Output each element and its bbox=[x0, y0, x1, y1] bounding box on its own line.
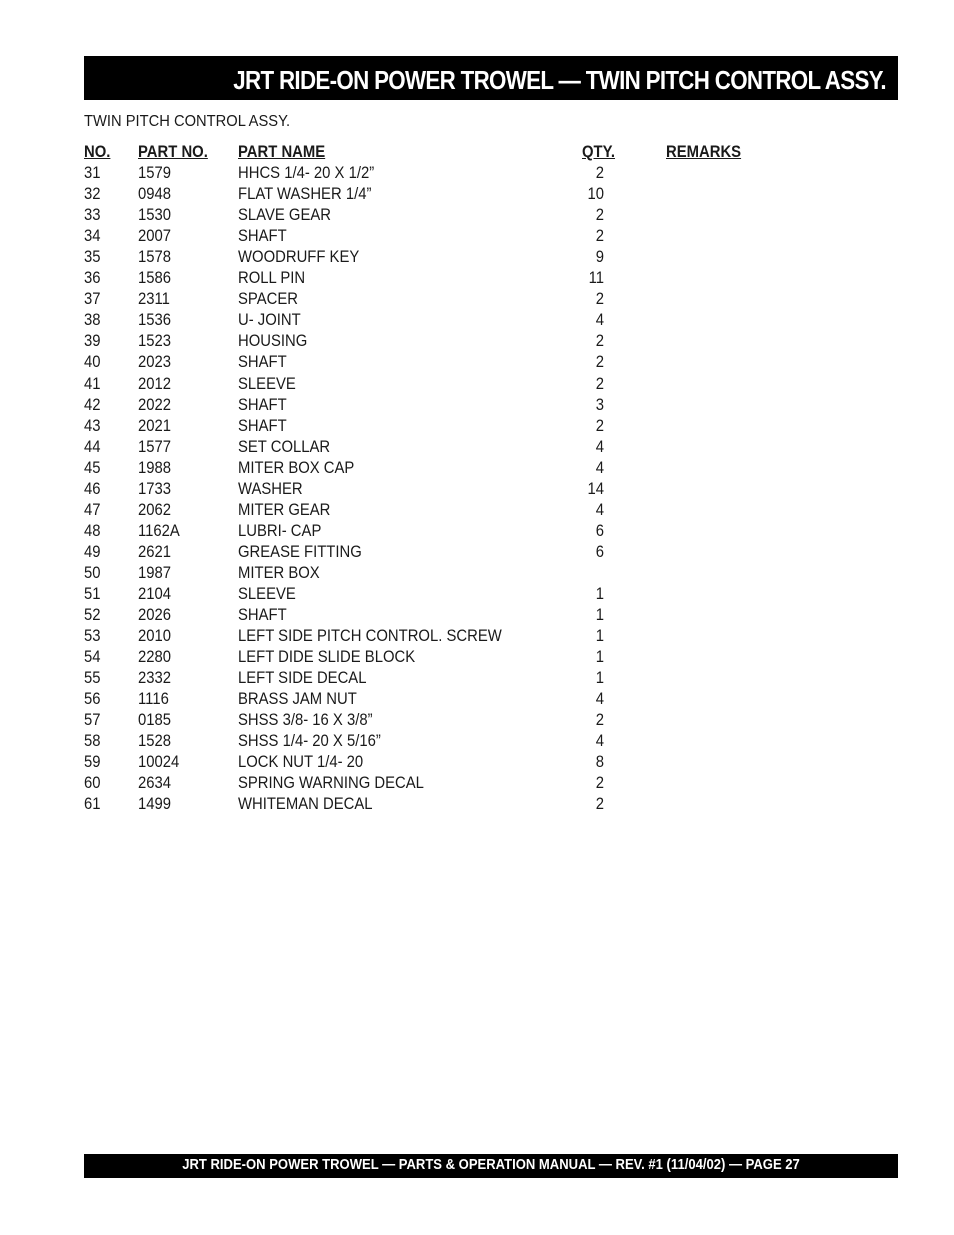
page-footer-bar bbox=[84, 1154, 898, 1178]
part-name: SHAFT bbox=[238, 353, 287, 372]
part-name: SHSS 3/8- 16 X 3/8” bbox=[238, 711, 373, 730]
table-row bbox=[84, 395, 784, 416]
part-number-index: 60 bbox=[84, 774, 101, 793]
part-qty: 1 bbox=[595, 606, 604, 625]
part-qty: 3 bbox=[595, 395, 604, 414]
part-number-index: 58 bbox=[84, 732, 101, 751]
table-row bbox=[84, 668, 784, 689]
column-header-remarks: REMARKS bbox=[666, 143, 742, 161]
part-number: 1530 bbox=[138, 206, 172, 225]
part-name: LUBRI- CAP bbox=[238, 521, 322, 540]
part-qty: 2 bbox=[595, 711, 604, 730]
part-name: LOCK NUT 1/4- 20 bbox=[238, 753, 364, 772]
part-number: 1579 bbox=[138, 164, 172, 183]
table-row bbox=[84, 184, 784, 205]
part-qty: 4 bbox=[595, 500, 604, 519]
part-name: SLEEVE bbox=[238, 374, 296, 393]
part-number: 1523 bbox=[138, 332, 172, 351]
table-row bbox=[84, 374, 784, 395]
part-number-index: 45 bbox=[84, 458, 101, 477]
table-row bbox=[84, 416, 784, 437]
table-row bbox=[84, 289, 784, 310]
part-number: 1162A bbox=[138, 521, 180, 540]
part-name: HOUSING bbox=[238, 332, 308, 351]
part-name: MITER GEAR bbox=[238, 500, 331, 519]
table-row bbox=[84, 479, 784, 500]
part-qty: 6 bbox=[595, 542, 604, 561]
part-number-index: 59 bbox=[84, 753, 101, 772]
part-number: 0948 bbox=[138, 185, 172, 204]
part-qty: 11 bbox=[588, 269, 604, 288]
table-row bbox=[84, 689, 784, 710]
part-number: 2026 bbox=[138, 606, 172, 625]
section-title: TWIN PITCH CONTROL ASSY. bbox=[84, 113, 291, 130]
part-name: LEFT DIDE SLIDE BLOCK bbox=[238, 648, 416, 667]
part-name: LEFT SIDE DECAL bbox=[238, 669, 367, 688]
part-name: SPRING WARNING DECAL bbox=[238, 774, 424, 793]
table-row bbox=[84, 247, 784, 268]
part-number-index: 41 bbox=[84, 374, 101, 393]
part-number-index: 55 bbox=[84, 669, 101, 688]
part-number: 1528 bbox=[138, 732, 172, 751]
part-number-index: 49 bbox=[84, 542, 101, 561]
part-number: 2007 bbox=[138, 227, 172, 246]
part-qty: 2 bbox=[595, 416, 604, 435]
table-row bbox=[84, 731, 784, 752]
part-number-index: 51 bbox=[84, 584, 101, 603]
part-qty: 10 bbox=[587, 185, 604, 204]
part-number: 2621 bbox=[138, 542, 172, 561]
part-qty: 2 bbox=[595, 206, 604, 225]
part-qty: 2 bbox=[595, 795, 604, 814]
parts-table bbox=[84, 142, 784, 816]
part-number-index: 46 bbox=[84, 479, 101, 498]
part-name: U- JOINT bbox=[238, 311, 301, 330]
table-row bbox=[84, 500, 784, 521]
part-number-index: 36 bbox=[84, 269, 101, 288]
part-qty: 1 bbox=[595, 584, 604, 603]
part-name: MITER BOX CAP bbox=[238, 458, 355, 477]
part-qty: 2 bbox=[595, 353, 604, 372]
part-name: SHAFT bbox=[238, 416, 287, 435]
part-number-index: 35 bbox=[84, 248, 101, 267]
column-header-part-no: PART NO. bbox=[138, 143, 208, 161]
table-row bbox=[84, 268, 784, 289]
part-number: 1586 bbox=[138, 269, 172, 288]
part-number-index: 61 bbox=[84, 795, 101, 814]
table-row bbox=[84, 458, 784, 479]
part-number: 0185 bbox=[138, 711, 172, 730]
table-row bbox=[84, 163, 784, 184]
part-number-index: 42 bbox=[84, 395, 101, 414]
page-title-bar bbox=[84, 56, 898, 100]
part-name: GREASE FITTING bbox=[238, 542, 362, 561]
table-row bbox=[84, 310, 784, 331]
part-qty: 1 bbox=[595, 627, 604, 646]
part-number: 2634 bbox=[138, 774, 172, 793]
table-row bbox=[84, 521, 784, 542]
table-row bbox=[84, 584, 784, 605]
part-qty: 2 bbox=[595, 290, 604, 309]
part-number-index: 34 bbox=[84, 227, 101, 246]
column-header-part-name: PART NAME bbox=[238, 143, 326, 161]
part-qty: 2 bbox=[595, 332, 604, 351]
part-number: 2012 bbox=[138, 374, 172, 393]
part-name: FLAT WASHER 1/4” bbox=[238, 185, 372, 204]
part-number: 1116 bbox=[138, 690, 169, 709]
table-row bbox=[84, 563, 784, 584]
part-qty: 14 bbox=[587, 479, 604, 498]
part-number-index: 43 bbox=[84, 416, 101, 435]
part-number-index: 39 bbox=[84, 332, 101, 351]
table-header-row bbox=[84, 142, 784, 163]
part-number-index: 50 bbox=[84, 563, 101, 582]
part-number: 2010 bbox=[138, 627, 172, 646]
part-number: 1536 bbox=[138, 311, 172, 330]
part-number-index: 52 bbox=[84, 606, 101, 625]
part-name: SHSS 1/4- 20 X 5/16” bbox=[238, 732, 381, 751]
part-number: 1733 bbox=[138, 479, 172, 498]
part-name: ROLL PIN bbox=[238, 269, 306, 288]
part-name: SLAVE GEAR bbox=[238, 206, 331, 225]
page-footer: JRT RIDE-ON POWER TROWEL — PARTS & OPERATION MANUAL — REV. #1 (11/04/02) — PAGE 27 bbox=[182, 1157, 800, 1173]
part-name: HHCS 1/4- 20 X 1/2” bbox=[238, 164, 375, 183]
part-qty: 8 bbox=[595, 753, 604, 772]
part-name: WASHER bbox=[238, 479, 303, 498]
table-row bbox=[84, 710, 784, 731]
table-row bbox=[84, 605, 784, 626]
part-name: BRASS JAM NUT bbox=[238, 690, 357, 709]
part-qty: 2 bbox=[595, 164, 604, 183]
part-name: WOODRUFF KEY bbox=[238, 248, 360, 267]
table-row bbox=[84, 226, 784, 247]
part-number-index: 47 bbox=[84, 500, 101, 519]
part-number: 10024 bbox=[138, 753, 180, 772]
page-title: JRT RIDE-ON POWER TROWEL — TWIN PITCH CONTROL ASSY. bbox=[233, 65, 886, 95]
part-qty: 9 bbox=[595, 248, 604, 267]
part-qty: 4 bbox=[595, 458, 604, 477]
column-header-qty: QTY. bbox=[582, 143, 616, 161]
part-qty: 2 bbox=[595, 374, 604, 393]
part-number-index: 40 bbox=[84, 353, 101, 372]
part-number: 2062 bbox=[138, 500, 172, 519]
part-number: 1578 bbox=[138, 248, 172, 267]
part-number: 1988 bbox=[138, 458, 172, 477]
part-qty: 1 bbox=[595, 669, 604, 688]
part-number: 2104 bbox=[138, 584, 172, 603]
part-number-index: 31 bbox=[84, 164, 101, 183]
part-name: LEFT SIDE PITCH CONTROL. SCREW bbox=[238, 627, 502, 646]
part-name: MITER BOX bbox=[238, 563, 320, 582]
part-name: SHAFT bbox=[238, 606, 287, 625]
part-name: SLEEVE bbox=[238, 584, 296, 603]
part-number: 1987 bbox=[138, 563, 172, 582]
part-qty: 6 bbox=[595, 521, 604, 540]
table-row bbox=[84, 331, 784, 352]
part-number-index: 56 bbox=[84, 690, 101, 709]
table-row bbox=[84, 205, 784, 226]
part-name: SET COLLAR bbox=[238, 437, 331, 456]
part-number: 2023 bbox=[138, 353, 172, 372]
part-qty: 4 bbox=[595, 311, 604, 330]
part-number-index: 38 bbox=[84, 311, 101, 330]
part-name: SPACER bbox=[238, 290, 298, 309]
table-row bbox=[84, 437, 784, 458]
part-number: 2022 bbox=[138, 395, 172, 414]
part-name: SHAFT bbox=[238, 395, 287, 414]
part-name: SHAFT bbox=[238, 227, 287, 246]
part-number-index: 37 bbox=[84, 290, 101, 309]
table-row bbox=[84, 647, 784, 668]
part-number: 2311 bbox=[138, 290, 170, 309]
part-name: WHITEMAN DECAL bbox=[238, 795, 373, 814]
table-body bbox=[84, 163, 784, 815]
part-number-index: 54 bbox=[84, 648, 101, 667]
column-header-no: NO. bbox=[84, 143, 111, 161]
part-qty: 2 bbox=[595, 227, 604, 246]
part-qty: 4 bbox=[595, 690, 604, 709]
part-qty: 2 bbox=[595, 774, 604, 793]
part-qty: 1 bbox=[595, 648, 604, 667]
table-row bbox=[84, 352, 784, 373]
part-qty: 4 bbox=[595, 437, 604, 456]
part-qty: 4 bbox=[595, 732, 604, 751]
table-row bbox=[84, 542, 784, 563]
part-number-index: 44 bbox=[84, 437, 101, 456]
part-number: 1577 bbox=[138, 437, 172, 456]
table-row bbox=[84, 773, 784, 794]
part-number: 2280 bbox=[138, 648, 172, 667]
part-number: 2332 bbox=[138, 669, 172, 688]
part-number-index: 33 bbox=[84, 206, 101, 225]
part-number-index: 53 bbox=[84, 627, 101, 646]
part-number-index: 32 bbox=[84, 185, 101, 204]
part-number-index: 48 bbox=[84, 521, 101, 540]
part-number-index: 57 bbox=[84, 711, 101, 730]
table-row bbox=[84, 626, 784, 647]
table-row bbox=[84, 752, 784, 773]
part-number: 1499 bbox=[138, 795, 172, 814]
part-number: 2021 bbox=[138, 416, 172, 435]
table-row bbox=[84, 794, 784, 815]
